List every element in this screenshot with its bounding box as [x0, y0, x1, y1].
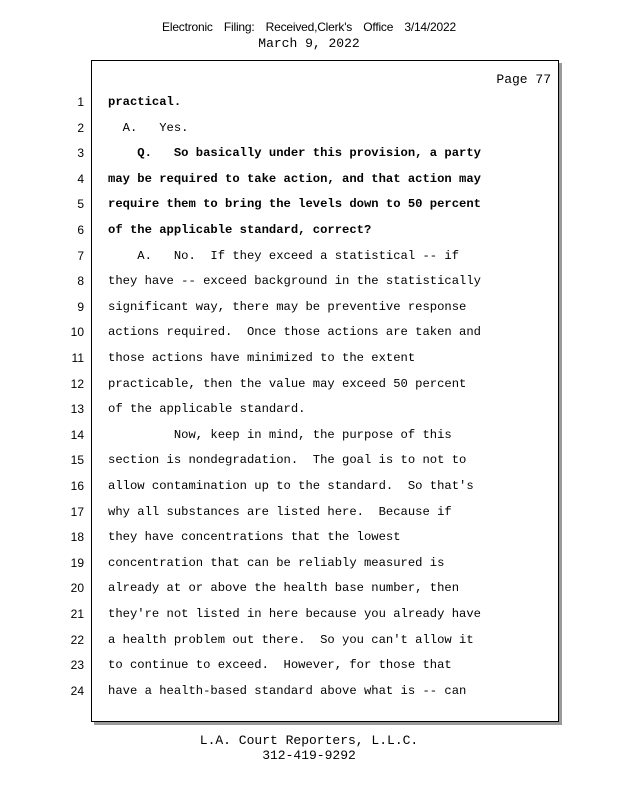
line-number: 2: [77, 120, 84, 135]
transcript-line: [0, 194, 618, 214]
transcript-line: [0, 374, 618, 394]
transcript-line: [0, 322, 618, 342]
line-number: 9: [77, 299, 84, 314]
transcript-line: [0, 271, 618, 291]
line-text: to continue to exceed. However, for those that: [108, 658, 452, 673]
line-number: 6: [77, 223, 84, 237]
transcript-line: [0, 476, 618, 496]
line-text: why all substances are listed here. Because if: [108, 504, 452, 519]
line-text: they have concentrations that the lowest: [108, 530, 401, 545]
line-number: 14: [70, 427, 84, 442]
line-text: concentration that can be reliably measured is: [108, 555, 445, 570]
transcript-line: [0, 604, 618, 624]
line-text: section is nondegradation. The goal is to not to: [108, 453, 467, 468]
transcript-line: [0, 450, 618, 470]
stamp-received: Received,Clerk's: [265, 20, 353, 34]
line-text: allow contamination up to the standard. So that's: [108, 479, 474, 493]
line-text: practicable, then the value may exceed 50 percent: [108, 376, 467, 391]
line-number: 17: [70, 504, 84, 519]
line-text: of the applicable standard, correct?: [108, 223, 372, 237]
line-text: they're not listed in here because you already have: [108, 607, 481, 621]
line-text: those actions have minimized to the extent: [108, 351, 416, 365]
line-number: 3: [77, 146, 84, 161]
line-text: require them to bring the levels down to 50 percent: [108, 197, 481, 212]
line-number: 22: [70, 632, 84, 647]
transcript-line: [0, 169, 618, 189]
footer-phone: 312-419-9292: [262, 748, 356, 763]
transcript-line: [0, 399, 618, 419]
line-text: practical.: [108, 95, 182, 109]
transcript-line: [0, 578, 618, 598]
line-number: 21: [70, 607, 84, 621]
line-number: 24: [70, 683, 84, 698]
line-number: 19: [70, 555, 84, 570]
line-number: 20: [70, 581, 84, 596]
footer: [0, 733, 618, 763]
line-text: a health problem out there. So you can't allow it: [108, 632, 474, 647]
line-number: 16: [70, 479, 84, 493]
transcript-line: [0, 553, 618, 573]
transcript-line: [0, 425, 618, 445]
line-number: 18: [70, 530, 84, 545]
line-number: 8: [77, 274, 84, 289]
line-number: 23: [70, 658, 84, 673]
line-number: 1: [77, 95, 84, 109]
line-text: already at or above the health base number, then: [108, 581, 460, 596]
stamp-electronic: Electronic: [162, 20, 213, 34]
stamp-filing: Filing:: [223, 20, 255, 34]
transcript-line: [0, 348, 618, 368]
transcript-line: [0, 527, 618, 547]
transcript-line: [0, 655, 618, 675]
filing-stamp: [0, 20, 618, 34]
transcript-line: [0, 681, 618, 701]
line-text: Q. So basically under this provision, a party: [108, 146, 481, 161]
transcript-line: [0, 297, 618, 317]
line-number: 13: [70, 402, 84, 417]
line-text: may be required to take action, and that action may: [108, 171, 481, 186]
transcript-line: [0, 118, 618, 138]
transcript-line: [0, 143, 618, 163]
line-number: 5: [77, 197, 84, 212]
transcript-line: [0, 92, 618, 112]
line-text: actions required. Once those actions are taken and: [108, 325, 481, 340]
page-number: Page 77: [496, 72, 551, 87]
transcript-line: [0, 630, 618, 650]
footer-company: L.A. Court Reporters, L.L.C.: [199, 733, 419, 748]
stamp-date: 3/14/2022: [404, 20, 456, 34]
line-number: 15: [70, 453, 84, 468]
line-number: 10: [70, 325, 84, 340]
line-text: significant way, there may be preventive response: [108, 299, 467, 314]
line-text: they have -- exceed background in the statistically: [108, 274, 481, 289]
line-text: Now, keep in mind, the purpose of this: [108, 427, 452, 442]
transcript-line: [0, 502, 618, 522]
line-number: 12: [70, 376, 84, 391]
line-number: 11: [71, 351, 84, 365]
line-text: A. No. If they exceed a statistical -- if: [108, 248, 460, 263]
line-text: have a health-based standard above what is -- can: [108, 683, 467, 698]
line-number: 7: [77, 248, 84, 263]
stamp-office: Office: [363, 20, 394, 34]
header-date: March 9, 2022: [258, 36, 360, 51]
transcript-line: [0, 246, 618, 266]
transcript-line: [0, 220, 618, 240]
line-number: 4: [77, 171, 84, 186]
line-text: A. Yes.: [108, 120, 189, 135]
line-text: of the applicable standard.: [108, 402, 306, 417]
